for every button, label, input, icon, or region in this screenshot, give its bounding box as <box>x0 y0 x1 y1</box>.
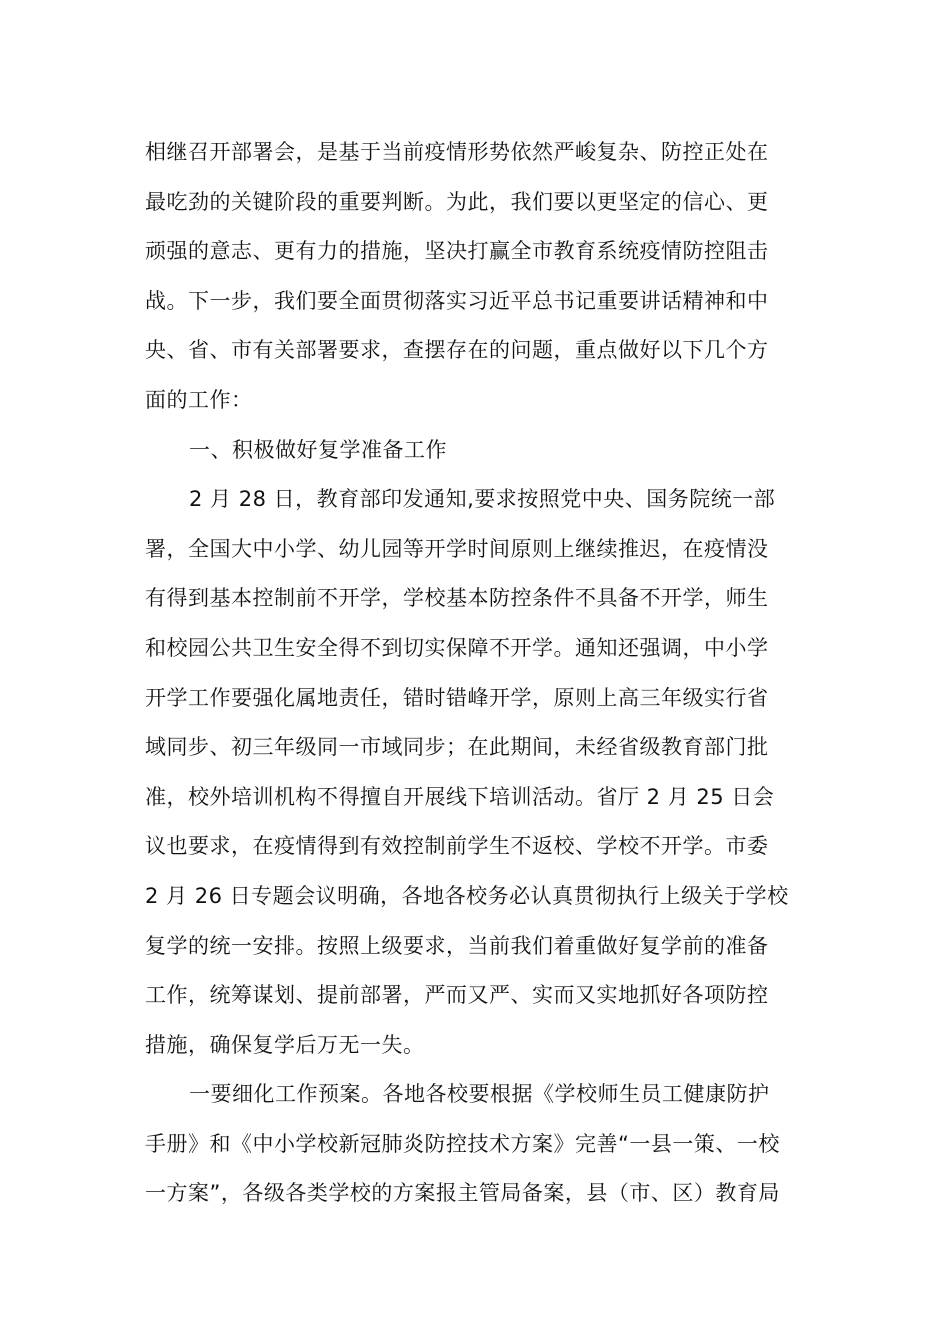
paragraph-line: 一要细化工作预案。各地各校要根据《学校师生员工健康防护 <box>189 1082 770 1107</box>
paragraph-line: 2 月 28 日，教育部印发通知,要求按照党中央、国务院统一部 <box>189 487 776 512</box>
paragraph-line: 开学工作要强化属地责任，错时错峰开学，原则上高三年级实行省 <box>145 685 769 710</box>
paragraph-line: 措施，确保复学后万无一失。 <box>145 1032 425 1057</box>
paragraph-line: 和校园公共卫生安全得不到切实保障不开学。通知还强调，中小学 <box>145 635 769 660</box>
paragraph-line: 一方案”，各级各类学校的方案报主管局备案，县（市、区）教育局 <box>145 1181 780 1206</box>
paragraph-reopening <box>145 475 817 1070</box>
paragraph-line: 最吃劲的关键阶段的重要判断。为此，我们要以更坚定的信心、更 <box>145 189 769 214</box>
paragraph-intro <box>145 128 817 426</box>
paragraph-line: 面的工作： <box>145 387 253 412</box>
paragraph-line: 议也要求，在疫情得到有效控制前学生不返校、学校不开学。市委 <box>145 834 769 859</box>
section-heading <box>145 426 817 476</box>
section-heading-text: 一、积极做好复学准备工作 <box>189 437 447 462</box>
paragraph-line: 域同步、初三年级同一市域同步；在此期间，未经省级教育部门批 <box>145 735 769 760</box>
paragraph-line: 复学的统一安排。按照上级要求，当前我们着重做好复学前的准备 <box>145 933 769 958</box>
paragraph-line: 署，全国大中小学、幼儿园等开学时间原则上继续推迟，在疫情没 <box>145 536 769 561</box>
paragraph-work-plan <box>145 1070 817 1219</box>
paragraph-line: 顽强的意志、更有力的措施，坚决打赢全市教育系统疫情防控阻击 <box>145 239 769 264</box>
paragraph-line: 央、省、市有关部署要求，查摆存在的问题，重点做好以下几个方 <box>145 338 769 363</box>
paragraph-line: 工作，统筹谋划、提前部署，严而又严、实而又实地抓好各项防控 <box>145 983 769 1008</box>
paragraph-line: 2 月 26 日专题会议明确，各地各校务必认真贯彻执行上级关于学校 <box>145 883 789 908</box>
paragraph-line: 手册》和《中小学校新冠肺炎防控技术方案》完善“一县一策、一校 <box>145 1131 780 1156</box>
document-body <box>145 128 817 1219</box>
paragraph-line: 战。下一步，我们要全面贯彻落实习近平总书记重要讲话精神和中 <box>145 288 769 313</box>
paragraph-line: 准，校外培训机构不得擅自开展线下培训活动。省厅 2 月 25 日会 <box>145 784 775 809</box>
paragraph-line: 相继召开部署会，是基于当前疫情形势依然严峻复杂、防控正处在 <box>145 140 769 164</box>
paragraph-line: 有得到基本控制前不开学，学校基本防控条件不具备不开学，师生 <box>145 586 769 611</box>
